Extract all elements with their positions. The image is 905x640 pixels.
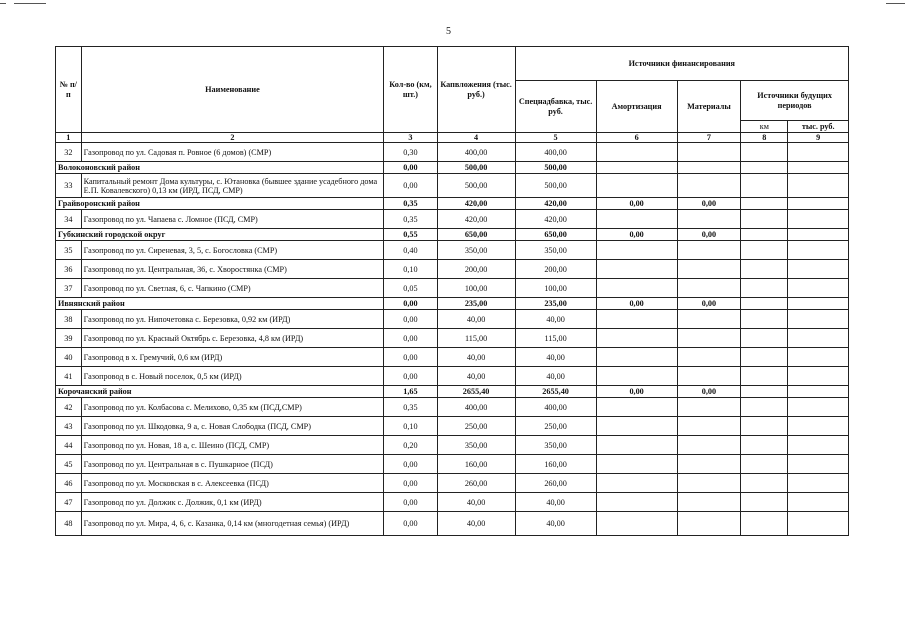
row-qty: 0,00 [384,329,437,348]
section-row [56,386,849,398]
header-special: Спецнадбавка, тыс. руб. [515,81,596,133]
col-num-7: 7 [677,133,741,143]
row-name: Газопровод по ул. Колбасова с. Мелихово, 0,35 км (ПСД,СМР) [81,398,384,417]
row-number: 44 [56,436,82,455]
row-name: Газопровод по ул. Красный Октябрь с. Березовка, 4,8 км (ИРД) [81,329,384,348]
section-row [56,229,849,241]
section-name: Корочанский район [56,386,384,398]
row-materials [677,512,741,536]
col-num-3: 3 [384,133,437,143]
row-special: 235,00 [515,298,596,310]
table-row [56,241,849,260]
row-investment: 40,00 [437,512,515,536]
row-name: Газопровод по ул. Нипочетовка с. Березовка, 0,92 км (ИРД) [81,310,384,329]
row-investment: 40,00 [437,493,515,512]
row-amortization [596,512,677,536]
row-materials [677,143,741,162]
row-qty: 0,00 [384,298,437,310]
section-name: Волоконовский район [56,162,384,174]
row-amortization: 0,00 [596,298,677,310]
row-number: 35 [56,241,82,260]
row-number: 46 [56,474,82,493]
row-future-sum [788,174,849,198]
row-materials [677,436,741,455]
row-future-sum [788,417,849,436]
row-qty: 0,10 [384,417,437,436]
row-amortization [596,474,677,493]
row-qty: 0,00 [384,455,437,474]
row-investment: 420,00 [437,210,515,229]
row-special: 40,00 [515,310,596,329]
scan-mark-left-2 [14,3,46,4]
header-num: № п/п [56,47,82,133]
row-special: 400,00 [515,398,596,417]
row-amortization [596,455,677,474]
row-number: 33 [56,174,82,198]
row-future-sum [788,493,849,512]
row-special: 100,00 [515,279,596,298]
row-name: Газопровод по ул. Шкодовка, 9 а, с. Новая Слободка (ПСД, СМР) [81,417,384,436]
col-num-1: 1 [56,133,82,143]
row-future-sum [788,436,849,455]
row-future-sum [788,279,849,298]
row-number: 39 [56,329,82,348]
row-special: 200,00 [515,260,596,279]
row-future-km [741,348,788,367]
row-future-km [741,512,788,536]
row-special: 250,00 [515,417,596,436]
table-row [56,279,849,298]
section-row [56,162,849,174]
col-num-8: 8 [741,133,788,143]
row-qty: 0,40 [384,241,437,260]
row-qty: 0,00 [384,162,437,174]
col-num-5: 5 [515,133,596,143]
row-amortization: 0,00 [596,229,677,241]
row-qty: 0,35 [384,398,437,417]
row-special: 650,00 [515,229,596,241]
section-name: Ивнянский район [56,298,384,310]
row-materials [677,279,741,298]
row-name: Газопровод в х. Гремучий, 0,6 км (ИРД) [81,348,384,367]
row-future-sum [788,329,849,348]
row-future-sum [788,162,849,174]
table-row [56,367,849,386]
row-amortization [596,329,677,348]
row-future-sum [788,143,849,162]
financing-table [55,46,849,536]
row-amortization [596,260,677,279]
row-future-km [741,455,788,474]
row-materials [677,329,741,348]
row-materials [677,455,741,474]
col-num-9: 9 [788,133,849,143]
row-future-sum [788,210,849,229]
table-row [56,417,849,436]
row-investment: 260,00 [437,474,515,493]
row-amortization [596,436,677,455]
row-name: Газопровод по ул. Чапаева с. Ломное (ПСД, СМР) [81,210,384,229]
table-row [56,436,849,455]
row-investment: 500,00 [437,174,515,198]
row-special: 115,00 [515,329,596,348]
row-name: Газопровод по ул. Центральная в с. Пушкарное (ПСД) [81,455,384,474]
row-investment: 250,00 [437,417,515,436]
header-materials: Материалы [677,81,741,133]
row-investment: 235,00 [437,298,515,310]
row-amortization: 0,00 [596,198,677,210]
row-future-km [741,279,788,298]
table-row [56,493,849,512]
row-future-sum [788,298,849,310]
row-future-sum [788,310,849,329]
table-row [56,512,849,536]
row-amortization [596,143,677,162]
row-investment: 2655,40 [437,386,515,398]
row-number: 32 [56,143,82,162]
row-amortization [596,310,677,329]
row-number: 43 [56,417,82,436]
row-materials [677,241,741,260]
table-row [56,210,849,229]
row-qty: 1,65 [384,386,437,398]
table-row [56,398,849,417]
row-future-sum [788,229,849,241]
header-name: Наименование [81,47,384,133]
header-investment: Капвложения (тыс. руб.) [437,47,515,133]
row-name: Газопровод по ул. Центральная, 36, с. Хворостянка (СМР) [81,260,384,279]
col-num-6: 6 [596,133,677,143]
row-investment: 350,00 [437,436,515,455]
row-name: Газопровод по ул. Мира, 4, 6, с. Казанка, 0,14 км (многодетная семья) (ИРД) [81,512,384,536]
section-row [56,298,849,310]
table-row [56,455,849,474]
row-amortization [596,241,677,260]
table-row [56,329,849,348]
table-row [56,474,849,493]
row-future-km [741,474,788,493]
row-special: 500,00 [515,174,596,198]
row-name: Газопровод по ул. Московская в с. Алексеевка (ПСД) [81,474,384,493]
row-amortization [596,398,677,417]
row-special: 350,00 [515,436,596,455]
row-qty: 0,00 [384,367,437,386]
row-future-km [741,310,788,329]
row-materials: 0,00 [677,229,741,241]
row-materials: 0,00 [677,386,741,398]
row-special: 420,00 [515,210,596,229]
row-future-km [741,162,788,174]
row-investment: 40,00 [437,348,515,367]
row-future-km [741,210,788,229]
row-materials [677,367,741,386]
row-investment: 115,00 [437,329,515,348]
row-special: 40,00 [515,367,596,386]
row-qty: 0,00 [384,493,437,512]
row-special: 40,00 [515,493,596,512]
row-future-sum [788,348,849,367]
row-future-sum [788,386,849,398]
row-future-km [741,241,788,260]
row-materials [677,417,741,436]
row-amortization [596,210,677,229]
section-row [56,198,849,210]
row-investment: 200,00 [437,260,515,279]
row-special: 500,00 [515,162,596,174]
col-num-4: 4 [437,133,515,143]
row-future-km [741,174,788,198]
row-materials [677,210,741,229]
row-special: 260,00 [515,474,596,493]
row-future-sum [788,260,849,279]
table-row [56,174,849,198]
row-amortization [596,279,677,298]
row-investment: 650,00 [437,229,515,241]
row-name: Газопровод в с. Новый поселок, 0,5 км (ИРД) [81,367,384,386]
row-future-km [741,386,788,398]
row-future-sum [788,198,849,210]
row-materials [677,493,741,512]
section-name: Грайворонский район [56,198,384,210]
scan-mark-left [0,3,6,4]
row-number: 38 [56,310,82,329]
row-future-km [741,198,788,210]
row-name: Газопровод по ул. Должик с. Должик, 0,1 км (ИРД) [81,493,384,512]
row-amortization [596,417,677,436]
row-materials [677,260,741,279]
row-number: 36 [56,260,82,279]
row-qty: 0,00 [384,348,437,367]
row-future-sum [788,241,849,260]
row-amortization [596,367,677,386]
row-investment: 350,00 [437,241,515,260]
row-amortization [596,174,677,198]
header-thousand: тыс. руб. [788,121,849,133]
row-qty: 0,00 [384,512,437,536]
row-future-km [741,398,788,417]
row-qty: 0,00 [384,174,437,198]
row-special: 420,00 [515,198,596,210]
row-qty: 0,00 [384,310,437,329]
row-future-km [741,367,788,386]
row-qty: 0,20 [384,436,437,455]
header-sources: Источники финансирования [515,47,848,81]
row-qty: 0,30 [384,143,437,162]
row-qty: 0,55 [384,229,437,241]
row-name: Газопровод по ул. Светлая, 6, с. Чапкино (СМР) [81,279,384,298]
row-future-km [741,329,788,348]
row-name: Газопровод по ул. Новая, 18 а, с. Шеино (ПСД, СМР) [81,436,384,455]
row-materials [677,474,741,493]
row-name: Капитальный ремонт Дома культуры, с. Ютановка (бывшее здание усадебного дома Е.П. Ковалевского) 0,13 км (ИРД, ПСД, СМР) [81,174,384,198]
row-investment: 40,00 [437,367,515,386]
row-future-sum [788,455,849,474]
row-investment: 160,00 [437,455,515,474]
row-amortization [596,348,677,367]
row-amortization: 0,00 [596,386,677,398]
table-row [56,143,849,162]
row-investment: 420,00 [437,198,515,210]
row-materials: 0,00 [677,198,741,210]
row-future-km [741,298,788,310]
row-investment: 400,00 [437,143,515,162]
header-km: км [741,121,788,133]
row-investment: 40,00 [437,310,515,329]
row-future-sum [788,398,849,417]
row-investment: 400,00 [437,398,515,417]
table-row [56,310,849,329]
row-special: 2655,40 [515,386,596,398]
row-amortization [596,162,677,174]
table-row [56,260,849,279]
row-number: 48 [56,512,82,536]
row-number: 37 [56,279,82,298]
row-future-km [741,436,788,455]
row-materials [677,348,741,367]
header-qty: Кол-во (км, шт.) [384,47,437,133]
row-number: 40 [56,348,82,367]
row-qty: 0,35 [384,210,437,229]
row-special: 40,00 [515,348,596,367]
row-number: 42 [56,398,82,417]
row-name: Газопровод по ул. Садовая п. Ровное (6 домов) (СМР) [81,143,384,162]
row-materials [677,398,741,417]
row-qty: 0,10 [384,260,437,279]
row-future-sum [788,474,849,493]
row-number: 45 [56,455,82,474]
row-qty: 0,05 [384,279,437,298]
col-num-2: 2 [81,133,384,143]
row-qty: 0,00 [384,474,437,493]
row-special: 350,00 [515,241,596,260]
row-number: 47 [56,493,82,512]
row-amortization [596,493,677,512]
row-future-km [741,493,788,512]
header-amortization: Амортизация [596,81,677,133]
row-qty: 0,35 [384,198,437,210]
row-special: 160,00 [515,455,596,474]
row-future-km [741,143,788,162]
row-materials [677,310,741,329]
page-number: 5 [446,26,451,37]
row-materials [677,162,741,174]
table-row [56,348,849,367]
section-name: Губкинский городской округ [56,229,384,241]
row-future-sum [788,512,849,536]
row-name: Газопровод по ул. Сиреневая, 3, 5, с. Богословка (СМР) [81,241,384,260]
row-future-km [741,229,788,241]
row-investment: 500,00 [437,162,515,174]
row-number: 34 [56,210,82,229]
row-materials [677,174,741,198]
row-materials: 0,00 [677,298,741,310]
row-future-sum [788,367,849,386]
row-number: 41 [56,367,82,386]
row-future-km [741,417,788,436]
header-future: Источники будущих периодов [741,81,849,121]
scan-mark-right [886,3,905,4]
row-future-km [741,260,788,279]
row-investment: 100,00 [437,279,515,298]
row-special: 400,00 [515,143,596,162]
row-special: 40,00 [515,512,596,536]
